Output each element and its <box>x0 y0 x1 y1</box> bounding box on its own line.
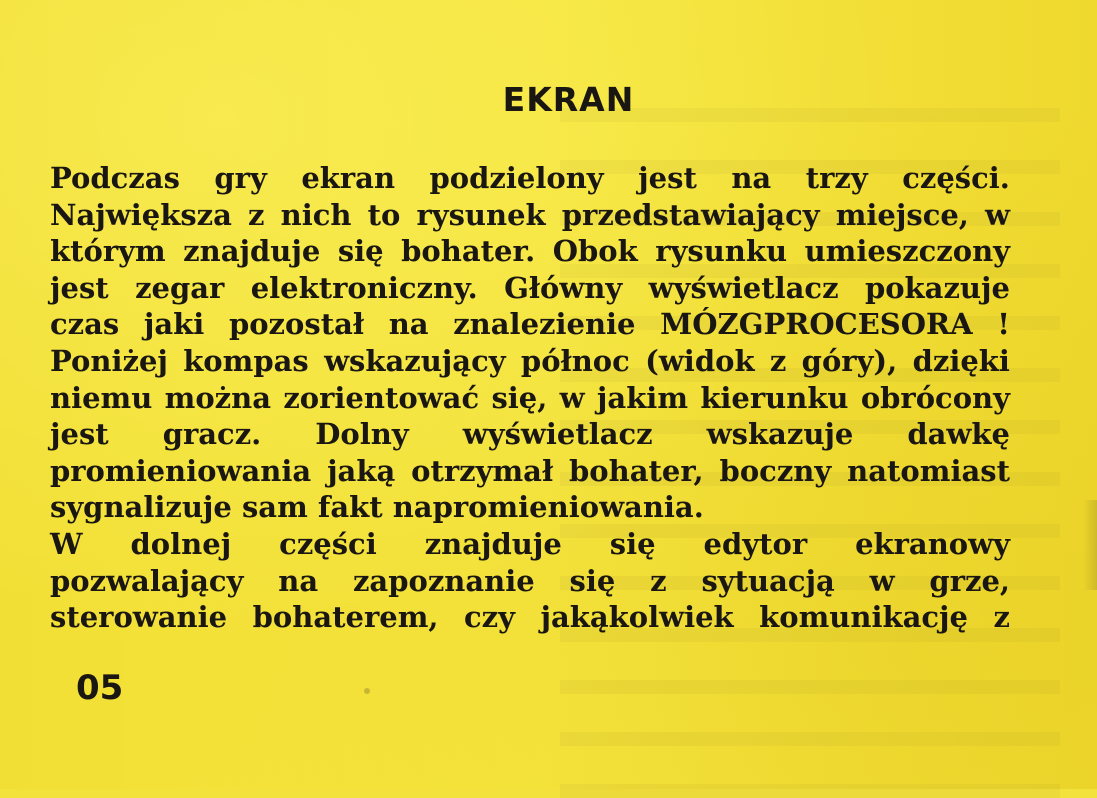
word: komunikację <box>759 600 968 635</box>
word: nich <box>280 197 352 232</box>
text-line <box>50 380 1010 417</box>
word: bohaterem, <box>252 600 439 635</box>
word: zegar <box>135 270 225 305</box>
word: (widok <box>645 343 755 378</box>
word: pozwalający <box>50 563 244 598</box>
word: pokazuje <box>864 270 1010 305</box>
word: z <box>248 197 265 232</box>
word: się <box>569 563 616 598</box>
text-line <box>50 489 1010 526</box>
word: dolnej <box>130 526 232 561</box>
word: podzielony <box>429 161 604 195</box>
word: z <box>650 563 667 598</box>
text-line <box>50 599 1010 636</box>
word: bohater, <box>569 453 704 488</box>
word: rysunek <box>416 197 546 232</box>
word: w <box>869 563 895 598</box>
word: gracz. <box>162 417 262 452</box>
word: części. <box>902 161 1010 195</box>
word: jakąkolwiek <box>540 600 734 635</box>
word: Dolny <box>315 417 409 452</box>
word: Główny <box>504 270 623 305</box>
word: boczny <box>719 453 832 488</box>
word: trzy <box>805 161 868 195</box>
word: można <box>164 380 272 415</box>
word: zorientować <box>283 380 480 415</box>
word: przedstawiający <box>561 197 820 232</box>
paper-speck <box>364 688 370 694</box>
word: którym <box>50 234 166 269</box>
word: pozostał <box>228 307 365 342</box>
word: zapoznanie <box>352 563 535 598</box>
word: na <box>278 563 319 598</box>
page-title: EKRAN <box>502 80 635 119</box>
word: znalezienie <box>453 307 636 342</box>
text-line <box>50 233 1010 270</box>
word: na <box>731 161 772 195</box>
word: kierunku <box>700 380 849 415</box>
word: sygnalizuje sam fakt napromieniowania. <box>50 490 704 525</box>
text-line <box>50 526 1010 563</box>
word: wyświetlacz <box>462 417 653 452</box>
word: miejsce, <box>835 197 969 232</box>
word: bohater. <box>401 234 536 269</box>
word: natomiast <box>847 453 1010 488</box>
word: jaki <box>143 307 205 342</box>
word: północ <box>520 343 630 378</box>
text-line <box>50 343 1010 380</box>
word: rysunku <box>655 234 788 269</box>
word: grze, <box>929 563 1010 598</box>
word: góry), <box>801 343 898 378</box>
word: się <box>609 526 656 561</box>
word: z <box>769 343 787 378</box>
word: dzięki <box>912 343 1010 378</box>
word: jest <box>638 161 697 195</box>
word: w <box>985 197 1010 232</box>
text-line <box>50 160 1010 197</box>
word: W <box>50 526 83 561</box>
word: Podczas <box>50 161 180 195</box>
word: edytor <box>703 526 808 561</box>
word: jakim <box>596 380 688 415</box>
word: niemu <box>50 380 153 415</box>
word: w <box>559 380 585 415</box>
word: promieniowania <box>50 453 312 488</box>
word: gry <box>214 161 267 195</box>
word: jest <box>50 417 109 452</box>
word: sytuacją <box>701 563 835 598</box>
word: znajduje <box>424 526 562 561</box>
word: ekranowy <box>855 526 1010 561</box>
text-line <box>50 453 1010 490</box>
word: się <box>337 234 384 269</box>
word: części <box>279 526 377 561</box>
word: jaką <box>327 453 396 488</box>
word: obrócony <box>860 380 1010 415</box>
text-line <box>50 563 1010 600</box>
word: wskazujący <box>324 343 506 378</box>
word: Największa <box>50 197 232 232</box>
word: umieszczony <box>804 234 1010 269</box>
page-number: 05 <box>76 668 124 708</box>
word: dawkę <box>907 417 1010 452</box>
word: ! <box>997 307 1010 342</box>
word: wskazuje <box>706 417 854 452</box>
page-edge-shadow <box>1083 500 1097 590</box>
word: z <box>993 600 1010 635</box>
word: na <box>388 307 429 342</box>
word: kompas <box>183 343 309 378</box>
word: się, <box>491 380 548 415</box>
text-line <box>50 197 1010 234</box>
word: wyświetlacz <box>648 270 839 305</box>
word: MÓZGPROCESORA <box>660 307 973 342</box>
word: czas <box>50 307 120 342</box>
word: elektroniczny. <box>250 270 478 305</box>
word: Poniżej <box>50 343 168 378</box>
word: znajduje <box>183 234 321 269</box>
word: ekran <box>301 161 396 195</box>
text-line <box>50 270 1010 307</box>
word: to <box>367 197 401 232</box>
text-line <box>50 416 1010 453</box>
word: czy <box>464 600 515 635</box>
body-text <box>50 160 1010 636</box>
word: otrzymał <box>411 453 554 488</box>
word: Obok <box>552 234 638 269</box>
word: sterowanie <box>50 600 228 635</box>
word: jest <box>50 270 109 305</box>
text-line <box>50 306 1010 343</box>
